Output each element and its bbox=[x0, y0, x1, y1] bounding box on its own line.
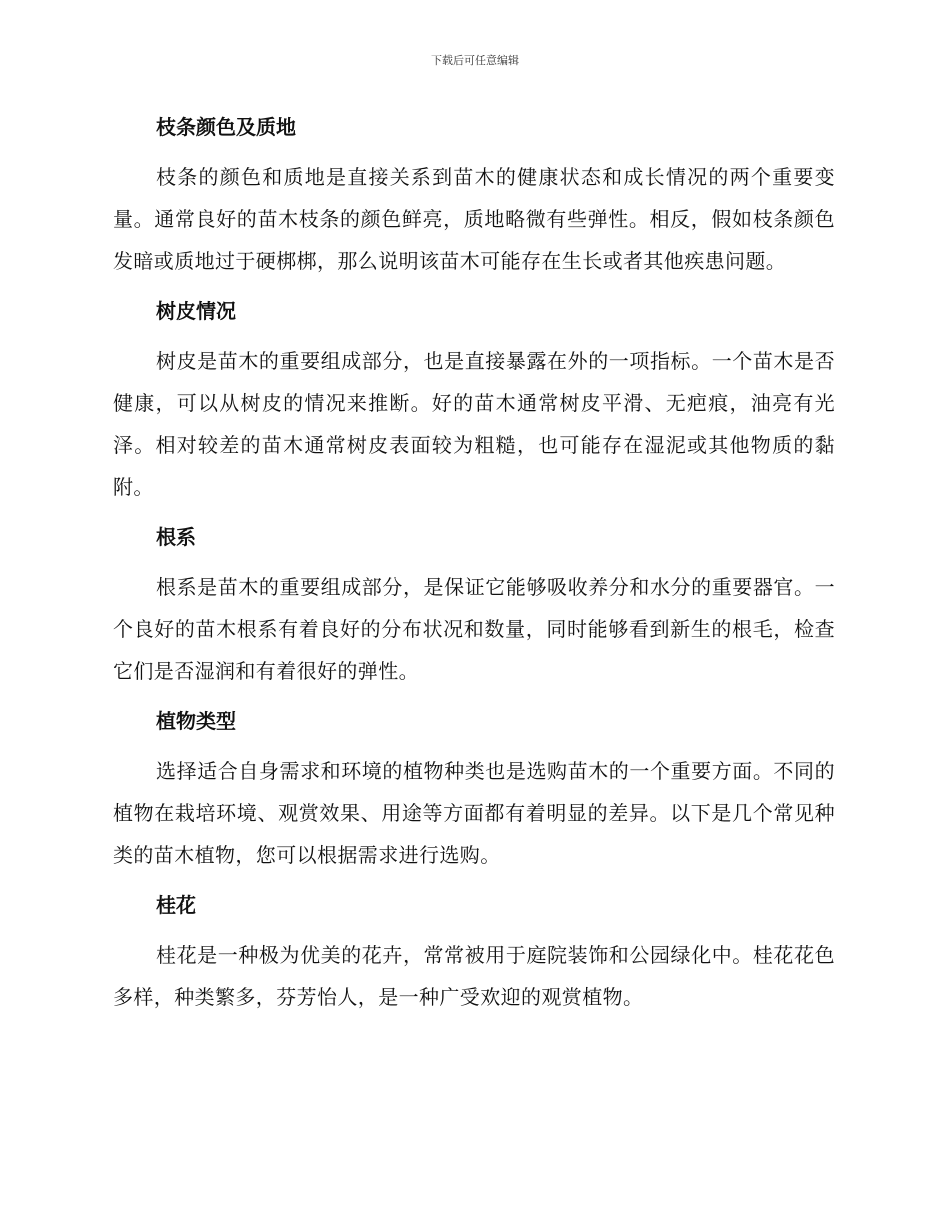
section-paragraph-plant-type: 选择适合自身需求和环境的植物种类也是选购苗木的一个重要方面。不同的植物在栽培环境、观赏效果、用途等方面都有着明显的差异。以下是几个常见种类的苗木植物，您可以根据需求进行选购。 bbox=[113, 759, 835, 867]
page-header-note: 下载后可任意编辑 bbox=[431, 54, 519, 67]
section-heading-plant-type: 植物类型 bbox=[156, 709, 236, 733]
section-heading-branch: 枝条颜色及质地 bbox=[156, 115, 296, 139]
section-paragraph-branch: 枝条的颜色和质地是直接关系到苗木的健康状态和成长情况的两个重要变量。通常良好的苗木枝条的颜色鲜亮，质地略微有些弹性。相反，假如枝条颜色发暗或质地过于硬梆梆，那么说明该苗木可能存在生长或者其他疾患问题。 bbox=[113, 165, 835, 273]
section-paragraph-root: 根系是苗木的重要组成部分，是保证它能够吸收养分和水分的重要器官。一个良好的苗木根系有着良好的分布状况和数量，同时能够看到新生的根毛，检查它们是否湿润和有着很好的弹性。 bbox=[113, 575, 835, 683]
section-heading-root: 根系 bbox=[156, 525, 196, 549]
section-paragraph-osmanthus: 桂花是一种极为优美的花卉，常常被用于庭院装饰和公园绿化中。桂花花色多样，种类繁多，芬芳怡人，是一种广受欢迎的观赏植物。 bbox=[113, 943, 835, 1009]
section-heading-osmanthus: 桂花 bbox=[156, 893, 196, 917]
section-heading-bark: 树皮情况 bbox=[156, 299, 236, 323]
document-body bbox=[113, 112, 835, 1032]
section-paragraph-bark: 树皮是苗木的重要组成部分，也是直接暴露在外的一项指标。一个苗木是否健康，可以从树皮的情况来推断。好的苗木通常树皮平滑、无疤痕，油亮有光泽。相对较差的苗木通常树皮表面较为粗糙，也可能存在湿泥或其他物质的黏附。 bbox=[113, 349, 835, 499]
